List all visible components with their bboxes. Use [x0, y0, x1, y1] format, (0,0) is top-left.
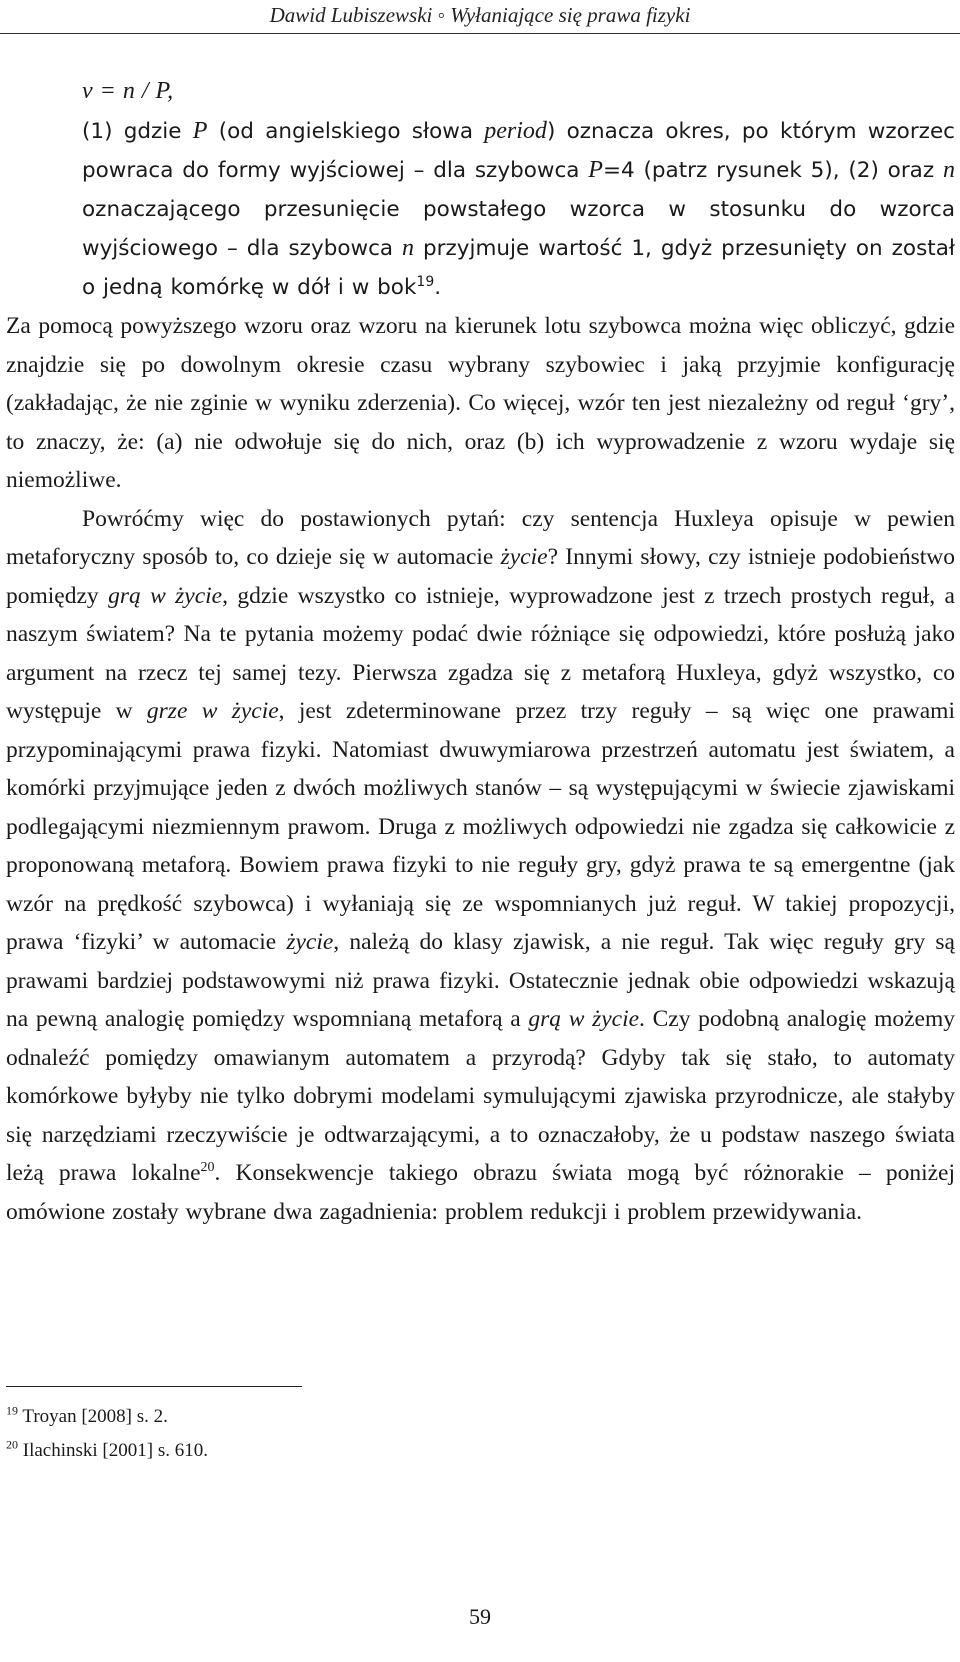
footnote-text: Troyan [2008] s. 2. [18, 1406, 168, 1427]
definition-text-7: . [434, 274, 442, 300]
paragraph-1: Za pomocą powyższego wzoru oraz wzoru na kierunek lotu szybowca można więc obliczyć, gdzie znajdzie się po dowolnym okresie czasu wybrany szybowiec i jaką przyjmie konfigurację (zakładając, że nie zginie w wyniku zderzenia). Co więcej, wzór ten jest niezależny od reguł ‘gry’, to znaczy, że: (a) nie odwołuje się do nich, oraz (b) ich wyprowadzenie z wzoru wydaje się niemożliwe. [6, 313, 955, 493]
paragraph-2-text-5: , należą do klasy zjawisk, a nie reguł. Tak więc reguły gry są prawami bardziej podstawowymi niż prawa fizyki. Ostatecznie jednak obie odpowiedzi wskazują na pewną analogię pomiędzy wspomnianą metaforą a [6, 929, 955, 1032]
symbol-n-2: n [402, 235, 415, 261]
definition-text-6: przyjmuje wartość 1, gdyż przesunięty on został o jedną komórkę w dół i w bok [82, 236, 955, 300]
body-text [6, 72, 955, 1231]
footnote-divider [6, 1386, 302, 1387]
paragraph-2-italic-3: grze w życie [146, 698, 279, 724]
paragraph-2-text-4: , jest zdeterminowane przez trzy reguły – są więc one prawami przypominającymi prawa fizyki. Natomiast dwuwymiarowa przestrzeń automatu jest światem, a komórki przyjmujące jeden z dwóch możliwych stanów – są występującymi w świecie zjawiskami podlegającymi niezmiennym prawom. Druga z możliwych odpowiedzi nie zgadza się całkowicie z proponowaną metaforą. Bowiem prawa fizyki to nie reguły gry, gdyż prawa te są emergentne (jak wzór na prędkość szybowca) i wyłaniają się ze wspomnianych już reguł. W takiej propozycji, prawa ‘fizyki’ w automacie [6, 698, 955, 955]
definition-text-5: oznaczającego przesunięcie powstałego wzorca w stosunku do wzorca wyjściowego – dla szybowca [82, 196, 955, 261]
definition-text-3: ) oznacza okres, po którym wzorzec powraca do formy wyjściowej – dla szybowca [82, 118, 956, 183]
paragraph-2-text-1: Powróćmy więc do postawionych pytań: czy sentencja Huxleya opisuje w pewien metaforyczny sposób to, co dzieje się w automacie [6, 505, 955, 570]
velocity-formula: v = n / P, [82, 78, 174, 104]
symbol-p-2: P [588, 157, 603, 183]
footnote-number: 20 [6, 1437, 18, 1452]
paragraph-2-italic-2: grą w życie [108, 582, 223, 609]
paragraph-2-text-2: ? Innymi słowy, czy istnieje podobieństwo pomiędzy [6, 544, 955, 609]
paragraph-2 [6, 500, 955, 1232]
footnote-ref-19[interactable]: 19 [416, 273, 435, 290]
header-divider [0, 33, 960, 34]
symbol-p: P [192, 117, 208, 144]
formula-definition-block [6, 72, 955, 307]
footnote-number: 19 [6, 1403, 18, 1418]
definition-text-1: (1) gdzie [82, 118, 193, 144]
page-number: 59 [469, 1604, 491, 1629]
paragraph-2-text-7: . Konsekwencje takiego obrazu świata mogą być różnorakie – poniżej omówione zostały wybrane dwa zagadnienia: problem redukcji i problem przewidywania. [6, 1160, 955, 1225]
footnote-ref-20[interactable]: 20 [200, 1160, 215, 1176]
paragraph-2-italic-4: życie [286, 929, 334, 955]
paragraph-2-italic-1: życie [500, 544, 548, 570]
footnotes [6, 1400, 208, 1468]
footnote-text: Ilachinski [2001] s. 610. [18, 1440, 208, 1461]
running-header: Dawid Lubiszewski ◦ Wyłaniające się prawa fizyki [269, 3, 691, 27]
footnote-19 [6, 1400, 208, 1434]
word-period: period [484, 117, 547, 144]
paragraph-2-text-6: . Czy podobną analogię możemy odnaleźć pomiędzy omawianym automatem a przyrodą? Gdyby tak się stało, to automaty komórkowe byłyby nie tylko dobrymi modelami symulującymi zjawiska przyrodnicze, ale stałyby się narzędziami rzeczywiście je odtwarzającymi, a to oznaczałoby, że u podstaw naszego świata leżą prawa lokalne [6, 1006, 955, 1186]
paragraph-2-text-3: , gdzie wszystko co istnieje, wyprowadzone jest z trzech prostych reguł, a naszym światem? Na te pytania możemy podać dwie różniące się odpowiedzi, które posłużą jako argument na rzecz tej samej tezy. Pierwsza zgadza się z metaforą Huxleya, gdyż wszystko, co występuje w [6, 582, 955, 724]
paragraph-2-italic-5: grą w życie [528, 1006, 640, 1032]
symbol-n: n [942, 157, 955, 183]
definition-text-4: =4 (patrz rysunek 5), (2) oraz [602, 158, 943, 183]
definition-text-2: (od angielskiego słowa [207, 118, 485, 144]
footnote-20 [6, 1434, 208, 1468]
